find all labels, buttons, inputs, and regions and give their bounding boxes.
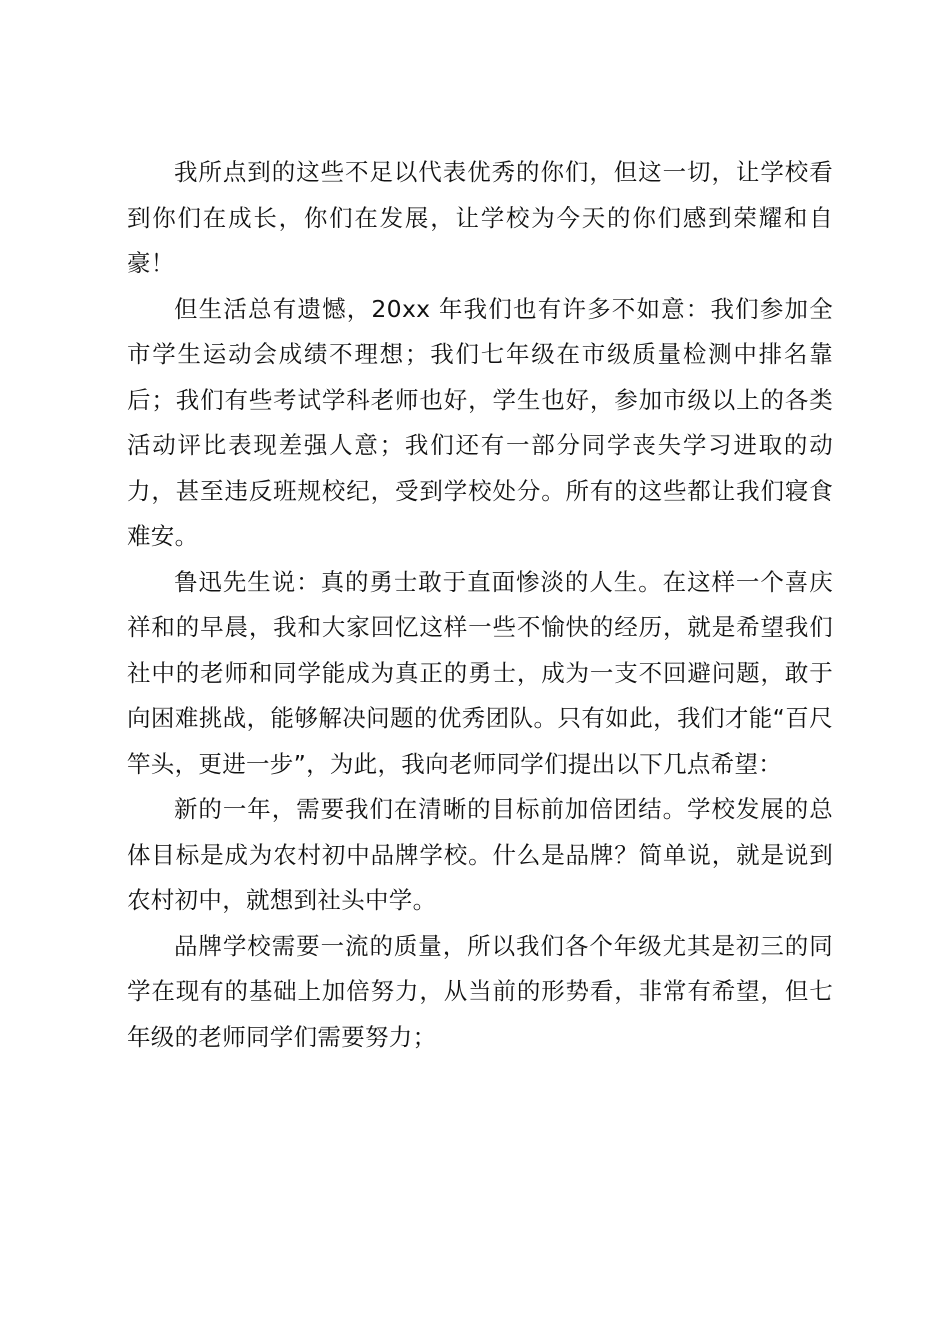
paragraph: 鲁迅先生说：真的勇士敢于直面惨淡的人生。在这样一个喜庆祥和的早晨，我和大家回忆这样一些不愉快的经历，就是希望我们社中的老师和同学能成为真正的勇士，成为一支不回避问题，敢于向困难挑战，能够解决问题的优秀团队。只有如此，我们才能“百尺竿头，更进一步”，为此，我向老师同学们提出以下几点希望： [127,567,833,778]
paragraph: 新的一年，需要我们在清晰的目标前加倍团结。学校发展的总体目标是成为农村初中品牌学校。什么是品牌？简单说，就是说到农村初中，就想到社头中学。 [127,795,833,914]
paragraph: 但生活总有遗憾，20xx 年我们也有许多不如意：我们参加全市学生运动会成绩不理想；我们七年级在市级质量检测中排名靠后；我们有些考试学科老师也好，学生也好，参加市级以上的各类活动评比表现差强人意；我们还有一部分同学丧失学习进取的动力，甚至违反班规校纪，受到学校处分。所有的这些都让我们寝食难安。 [127,294,833,550]
paragraph: 我所点到的这些不足以代表优秀的你们，但这一切，让学校看到你们在成长，你们在发展，让学校为今天的你们感到荣耀和自豪！ [127,158,833,277]
document-body [127,150,833,1060]
paragraph: 品牌学校需要一流的质量，所以我们各个年级尤其是初三的同学在现有的基础上加倍努力，从当前的形势看，非常有希望，但七年级的老师同学们需要努力； [127,931,833,1051]
